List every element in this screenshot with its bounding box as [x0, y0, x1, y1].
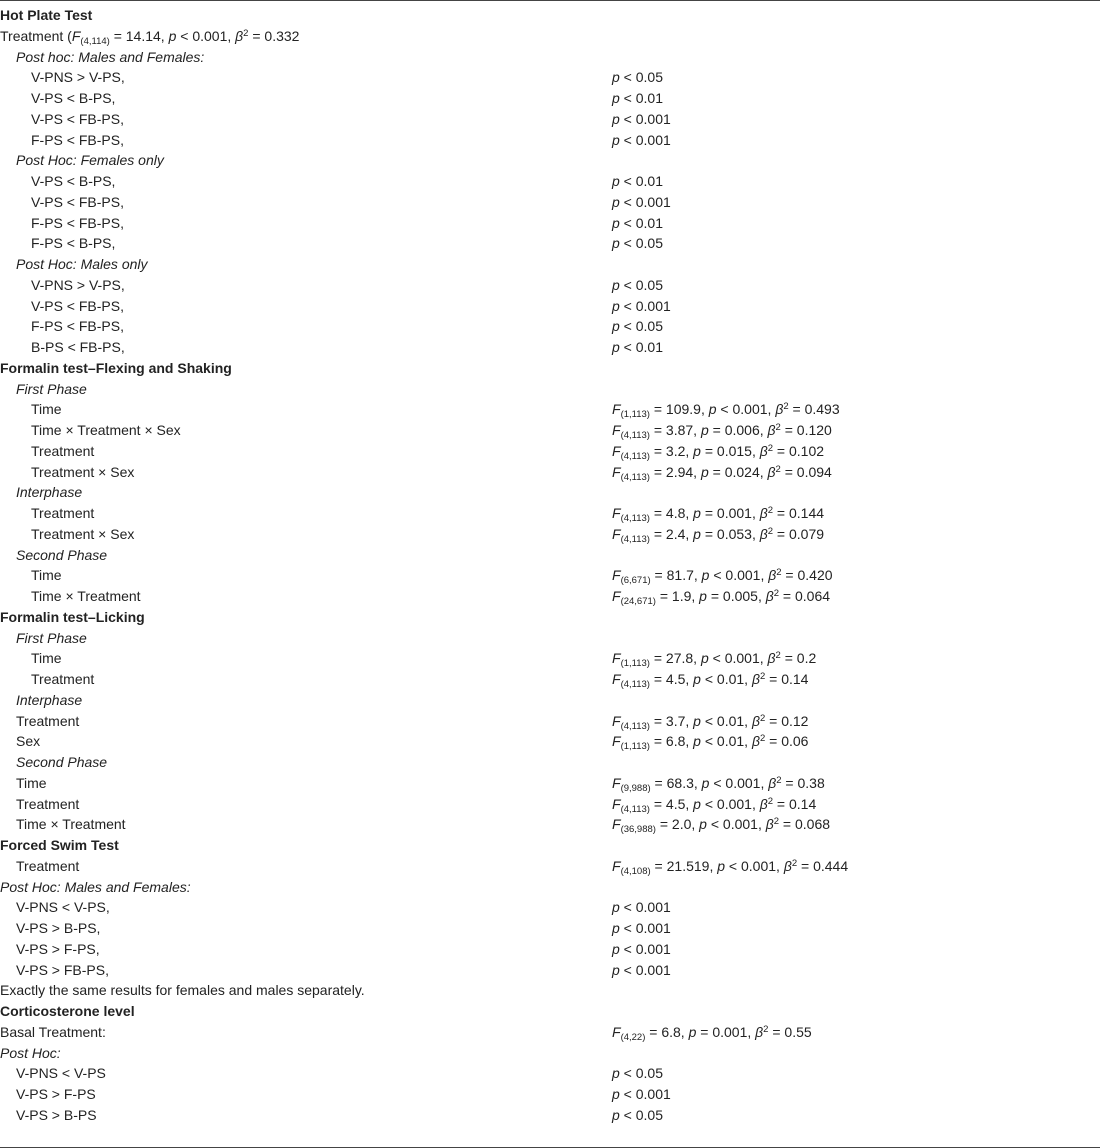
table-row — [0, 316, 1100, 337]
row-value: p < 0.05 — [612, 276, 663, 293]
row-label: V-PNS < V-PS — [16, 1065, 106, 1082]
row-label: Hot Plate Test — [0, 7, 93, 23]
row-label: V-PS > F-PS — [16, 1086, 96, 1102]
section-heading-row — [0, 835, 1100, 856]
table-row — [0, 773, 1100, 794]
table-row — [0, 648, 1100, 669]
table-row — [0, 337, 1100, 358]
row-label: Post Hoc: — [0, 1044, 61, 1061]
row-label: V-PNS > V-PS, — [31, 276, 125, 293]
row-label: First Phase — [16, 380, 87, 397]
row-value: p < 0.01 — [612, 90, 663, 106]
row-label: Treatment × Sex — [31, 525, 135, 542]
table-row — [0, 918, 1100, 939]
row-value: $F_{(4,113)} = 3.2$, p = 0.015, $\beta^2 = 0.102$ — [612, 442, 825, 462]
table-row — [0, 213, 1100, 234]
row-label: Time — [31, 650, 62, 667]
table-row — [0, 275, 1100, 296]
table-row — [0, 1105, 1100, 1126]
row-label: V-PS > F-PS, — [16, 940, 100, 957]
subsection-row — [0, 690, 1100, 711]
table-row — [0, 586, 1100, 607]
row-value: $F_{(9,988)} = 68.3$, p < 0.001, $\beta^2 = 0.38$ — [612, 774, 825, 794]
table-row — [0, 171, 1100, 192]
row-value: p < 0.05 — [612, 1065, 663, 1082]
row-label: Corticosterone level — [0, 1003, 135, 1019]
row-value: $F_{(4,113)} = 4.5$, p < 0.001, $\beta^2 = 0.14$ — [612, 795, 817, 815]
table-row — [0, 26, 1100, 47]
section-heading-row — [0, 1001, 1100, 1022]
subsection-row — [0, 379, 1100, 400]
row-value: p < 0.001 — [612, 1086, 671, 1102]
row-value: p < 0.05 — [612, 318, 663, 335]
row-value: p < 0.001 — [612, 193, 671, 210]
table-row — [0, 939, 1100, 960]
table-row — [0, 503, 1100, 524]
row-value: $F_{(4,113)} = 2.4$, p = 0.053, $\beta^2 = 0.079$ — [612, 525, 825, 545]
table-row — [0, 130, 1100, 151]
row-label: Time — [31, 567, 62, 584]
subsection-row — [0, 752, 1100, 773]
table-row — [0, 814, 1100, 835]
row-label: Time × Treatment × Sex — [31, 422, 181, 438]
subsection-row — [0, 628, 1100, 649]
row-value: $F_{(4,22)} = 6.8$, p = 0.001, $\beta^2 = 0.55$ — [612, 1023, 812, 1043]
row-value: p < 0.001 — [612, 899, 671, 916]
row-label: Basal Treatment: — [0, 1023, 106, 1040]
table-row — [0, 420, 1100, 441]
row-value: $F_{(1,113)} = 109.9$, p < 0.001, $\beta^2 = 0.493$ — [612, 401, 840, 421]
subsection-row — [0, 1043, 1100, 1064]
row-label: Exactly the same results for females and males separately. — [0, 982, 365, 999]
table-row — [0, 897, 1100, 918]
subsection-row — [0, 254, 1100, 275]
row-label: V-PS < B-PS, — [31, 90, 116, 106]
row-value: $F_{(1,113)} = 6.8$, p < 0.01, $\beta^2 = 0.06$ — [612, 733, 809, 753]
row-value: p < 0.001 — [612, 940, 671, 957]
row-value: p < 0.001 — [612, 961, 671, 978]
table-row — [0, 711, 1100, 732]
row-label: Forced Swim Test — [0, 837, 119, 853]
table-row — [0, 462, 1100, 483]
row-label: First Phase — [16, 629, 87, 646]
subsection-row — [0, 545, 1100, 566]
row-label: Post hoc: Males and Females: — [16, 48, 205, 65]
table-row — [0, 192, 1100, 213]
row-label: Post Hoc: Males and Females: — [0, 878, 191, 895]
row-label: V-PS < FB-PS, — [31, 193, 124, 210]
table-row — [0, 296, 1100, 317]
row-value: $F_{(4,108)} = 21.519$, p < 0.001, $\beta^2 = 0.444$ — [612, 857, 849, 877]
subsection-row — [0, 150, 1100, 171]
row-label: Time × Treatment — [16, 816, 126, 833]
row-label: Treatment — [31, 505, 95, 521]
row-value: $F_{(36,988)} = 2.0$, p < 0.001, $\beta^2 = 0.068$ — [612, 816, 831, 836]
row-value: p < 0.001 — [612, 297, 671, 314]
table-row — [0, 856, 1100, 877]
section-heading-row — [0, 358, 1100, 379]
row-value: p < 0.001 — [612, 110, 671, 127]
row-value: p < 0.05 — [612, 69, 663, 86]
table-row — [0, 669, 1100, 690]
row-value: p < 0.001 — [612, 920, 671, 936]
row-value: $F_{(1,113)} = 27.8$, p < 0.001, $\beta^2 = 0.2$ — [612, 650, 817, 670]
subsection-row — [0, 47, 1100, 68]
row-label: Treatment ($F_{(4,114)} = 14.14$, p < 0.001, $\beta^2 = 0.332$ — [0, 27, 300, 47]
table-row — [0, 109, 1100, 130]
row-label: V-PS > B-PS — [16, 1106, 97, 1123]
section-heading-row — [0, 607, 1100, 628]
table-row — [0, 794, 1100, 815]
row-label: Post Hoc: Females only — [16, 152, 164, 169]
row-value: $F_{(6,671)} = 81.7$, p < 0.001, $\beta^2 = 0.420$ — [612, 567, 833, 587]
row-value: $F_{(4,113)} = 4.5$, p < 0.01, $\beta^2 = 0.14$ — [612, 671, 809, 690]
subsection-row — [0, 877, 1100, 898]
row-value: $F_{(4,113)} = 4.8$, p = 0.001, $\beta^2 = 0.144$ — [612, 505, 825, 524]
table-row — [0, 399, 1100, 420]
row-value: p < 0.05 — [612, 235, 663, 252]
row-label: V-PS < FB-PS, — [31, 297, 124, 314]
row-label: F-PS < FB-PS, — [31, 214, 124, 231]
row-label: V-PNS < V-PS, — [16, 899, 110, 916]
row-label: V-PS < FB-PS, — [31, 110, 124, 127]
table-row — [0, 67, 1100, 88]
row-label: V-PS > B-PS, — [16, 920, 101, 936]
row-label: V-PS > FB-PS, — [16, 961, 109, 978]
row-value: p < 0.01 — [612, 173, 663, 189]
section-heading-row — [0, 5, 1100, 26]
row-label: Formalin test–Licking — [0, 608, 145, 625]
table-row — [0, 524, 1100, 545]
table-row — [0, 1084, 1100, 1105]
row-label: Treatment × Sex — [31, 463, 135, 480]
table-row — [0, 1022, 1100, 1043]
row-label: V-PS < B-PS, — [31, 173, 116, 189]
table-row — [0, 731, 1100, 752]
row-value: $F_{(4,113)} = 3.7$, p < 0.01, $\beta^2 = 0.12$ — [612, 712, 809, 732]
row-value: $F_{(4,113)} = 2.94$, p = 0.024, $\beta^2 = 0.094$ — [612, 463, 832, 483]
row-label: F-PS < FB-PS, — [31, 318, 124, 335]
row-label: Time × Treatment — [31, 588, 141, 604]
table-row — [0, 441, 1100, 462]
row-label: Treatment — [31, 671, 95, 687]
row-label: Treatment — [16, 712, 80, 729]
row-label: V-PNS > V-PS, — [31, 69, 125, 86]
row-value: p < 0.01 — [612, 214, 663, 231]
row-value: p < 0.001 — [612, 131, 671, 148]
table-row — [0, 960, 1100, 981]
table-row — [0, 565, 1100, 586]
row-label: Time — [16, 774, 47, 791]
row-value: $F_{(24,671)} = 1.9$, p = 0.005, $\beta^2 = 0.064$ — [612, 588, 831, 607]
row-label: Treatment — [16, 795, 80, 812]
row-label: B-PS < FB-PS, — [31, 339, 125, 355]
row-label: Sex — [16, 733, 41, 750]
row-label: Treatment — [31, 442, 95, 459]
row-value: $F_{(4,113)} = 3.87$, p = 0.006, $\beta^2 = 0.120$ — [612, 422, 832, 441]
row-label: Formalin test–Flexing and Shaking — [0, 359, 232, 376]
row-label: F-PS < B-PS, — [31, 235, 116, 252]
row-label: Interphase — [16, 484, 83, 501]
row-label: Second Phase — [16, 546, 108, 563]
table-row — [0, 980, 1100, 1001]
table-row — [0, 233, 1100, 254]
row-label: Time — [31, 401, 62, 418]
row-label: F-PS < FB-PS, — [31, 131, 124, 148]
row-label: Treatment — [16, 857, 80, 874]
table-row — [0, 88, 1100, 109]
row-value: p < 0.01 — [612, 339, 663, 355]
row-label: Post Hoc: Males only — [16, 256, 148, 272]
row-label: Interphase — [16, 691, 83, 708]
subsection-row — [0, 482, 1100, 503]
row-value: p < 0.05 — [612, 1106, 663, 1123]
table-row — [0, 1063, 1100, 1084]
row-label: Second Phase — [16, 754, 108, 770]
